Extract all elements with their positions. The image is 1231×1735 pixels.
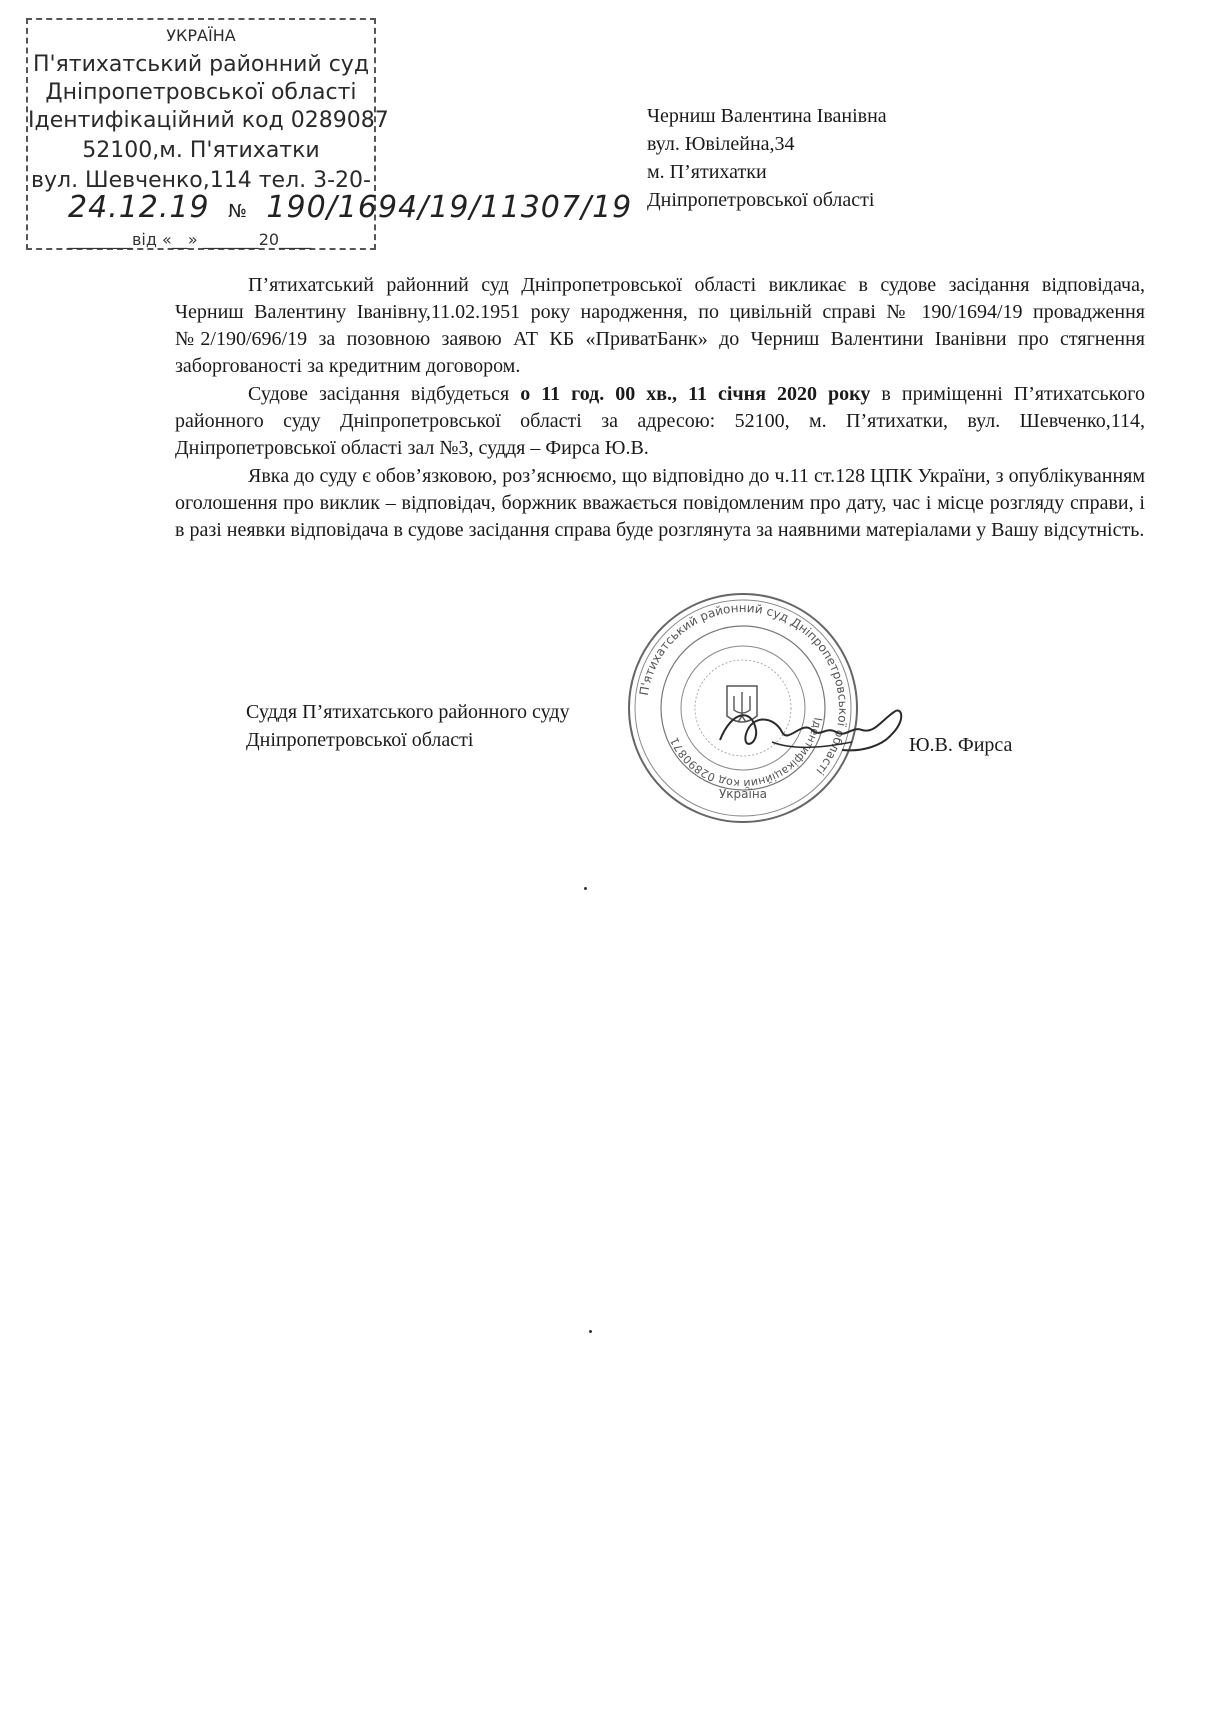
addressee-street: вул. Ювілейна,34 — [647, 133, 795, 155]
stamp-date: 24.12.19 — [68, 190, 210, 225]
seal-outer-textpath: П'ятихатський районний суд Дніпропетровської області — [636, 600, 851, 778]
stamp-postal: 52100,м. П'ятихатки — [82, 138, 320, 163]
addressee-region: Дніпропетровської області — [647, 189, 875, 211]
hearing-datetime: о 11 год. 00 хв., 11 січня 2020 року — [520, 383, 871, 405]
addressee-name: Черниш Валентина Іванівна — [647, 105, 887, 127]
registration-stamp — [26, 18, 633, 250]
stamp-country: УКРАЇНА — [166, 26, 236, 45]
stamp-number: 190/1694/19/11307/19 — [266, 190, 633, 225]
addressee-city: м. П’ятихатки — [647, 161, 767, 183]
stamp-id-code: Ідентифікаційний код 0289087 — [28, 108, 389, 133]
judge-title: Суддя П’ятихатського районного суду — [246, 701, 570, 723]
stamp-region: Дніпропетровської області — [45, 80, 357, 105]
judge-name: Ю.В. Фирса — [909, 734, 1013, 756]
signature-block — [246, 698, 570, 754]
scan-speck — [589, 1330, 592, 1333]
stamp-street: вул. Шевченко,114 тел. 3-20- — [31, 168, 371, 193]
judge-region: Дніпропетровської області — [246, 729, 474, 751]
hearing-location: в приміщенні П’ятихатського районного суду Дніпропетровської області за адресою: 52100, м. П’ятихатки, вул. Шевченко,114, Дніпропетровської області зал №3, суддя – Фирса Ю.В. — [175, 383, 1145, 459]
stamp-number-label: № — [228, 201, 248, 222]
summons-paragraph-2 — [175, 381, 1145, 462]
addressee-block — [647, 102, 887, 214]
summons-paragraph-1: П’ятихатський районний суд Дніпропетровської області викликає в судове засідання відповідача, Черниш Валентину Іванівну,11.02.1951 року народження, по цивільній справі № 190/1694/19 провадження №2/190/696/19 за позовною заявою АТ КБ «ПриватБанк» до Черниш Валентини Іванівни про стягнення заборгованості за кредитним договором. — [175, 274, 1145, 377]
judge-signature — [712, 690, 912, 770]
seal-bottom-text: Україна — [718, 787, 768, 801]
stamp-from-line: ________від «__» _______20____ — [68, 230, 312, 249]
stamp-court-name: П'ятихатський районний суд — [32, 52, 370, 77]
stamp-handwritten-entry — [68, 190, 632, 225]
scan-speck — [584, 887, 587, 890]
seal-inner-textpath: Ідентифікаційний код 02890871 — [667, 716, 825, 791]
hearing-intro: Судове засідання відбудеться — [248, 383, 521, 405]
summons-body — [175, 272, 1145, 545]
summons-paragraph-3: Явка до суду є обов’язковою, роз’яснюємо, що відповідно до ч.11 ст.128 ЦПК України, з опублікуванням оголошення про виклик – відповідач, боржник вважається повідомленим про дату, час і місце розгляду справи, і в разі неявки відповідача в судове засідання справа буде розглянута за наявними матеріалами у Вашу відсутність. — [175, 465, 1145, 541]
